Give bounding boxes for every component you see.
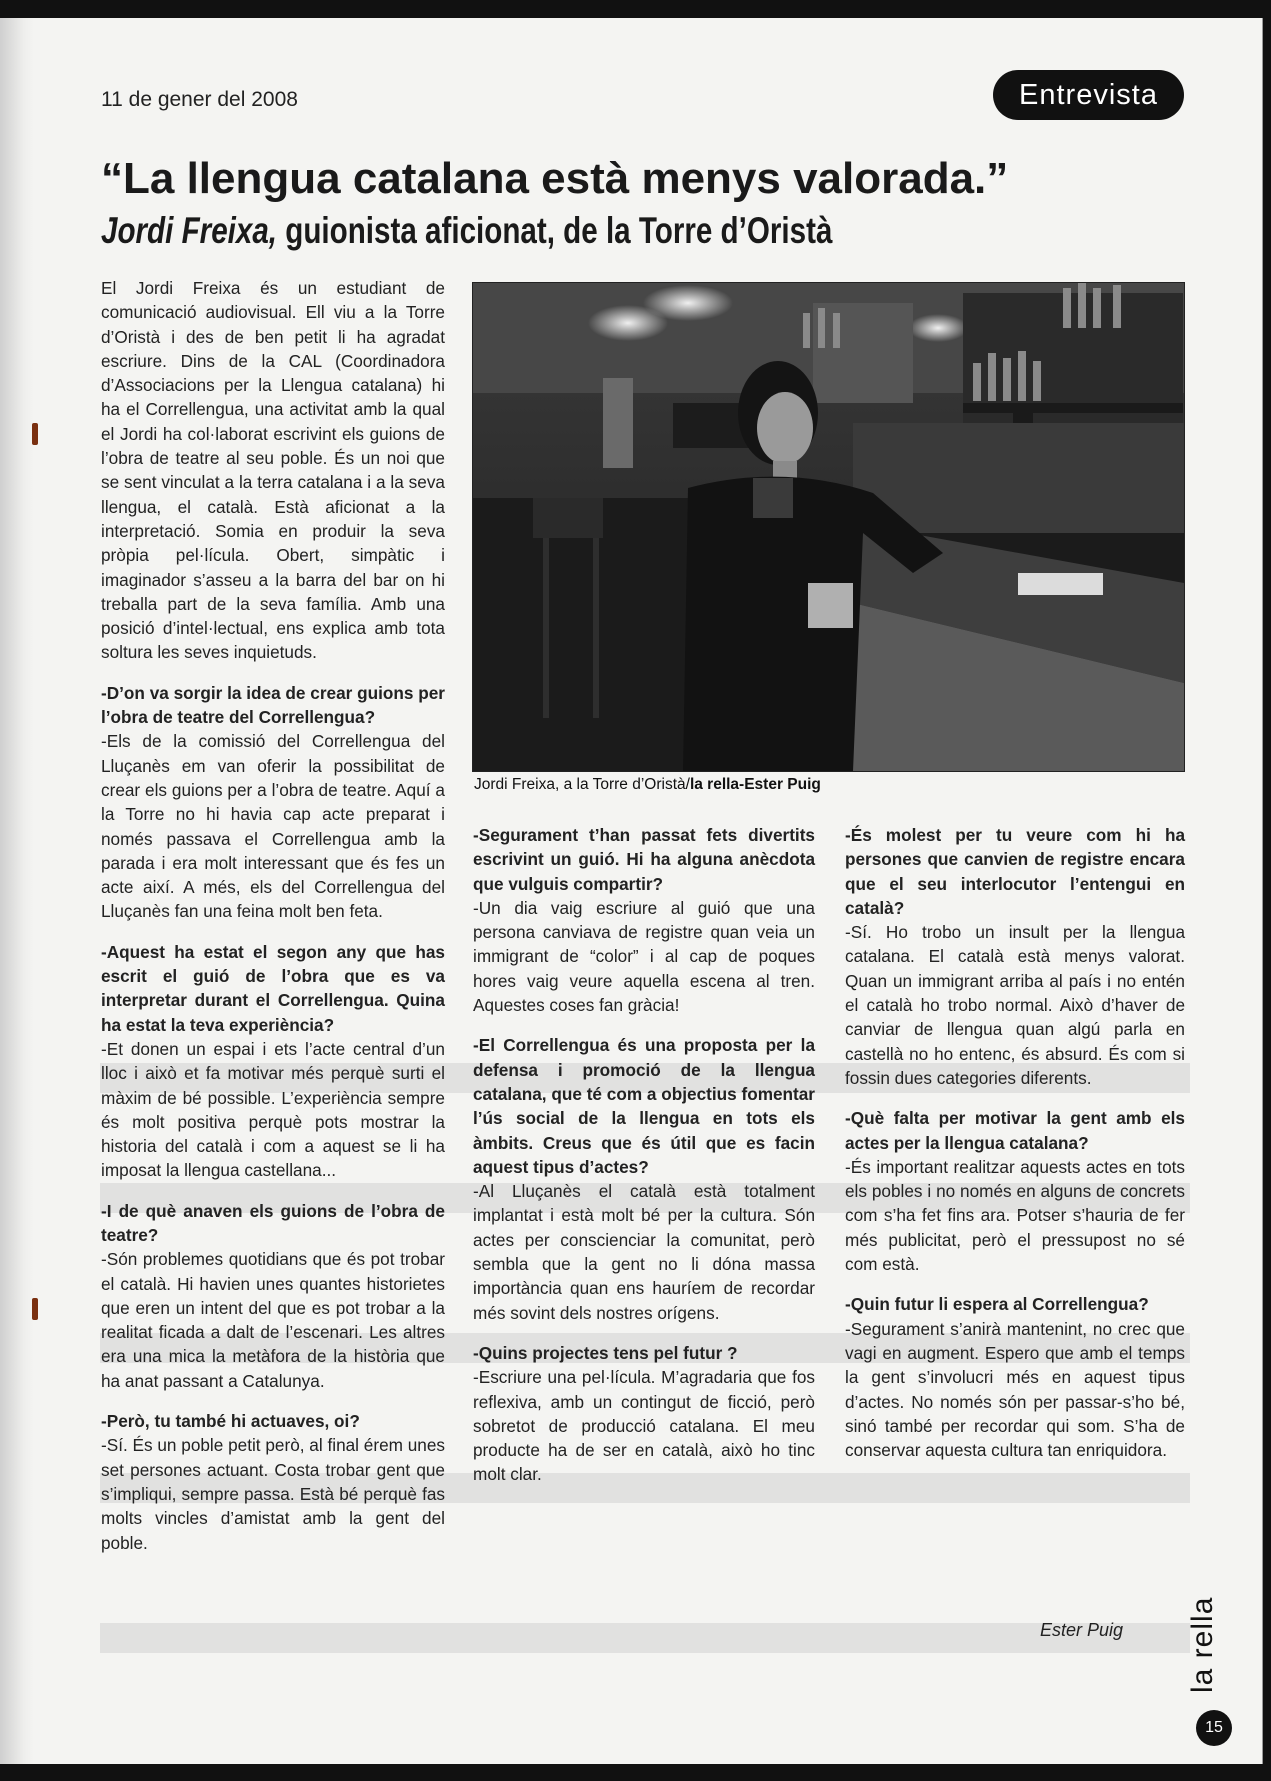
intro-paragraph: El Jordi Freixa és un estudiant de comunicació audiovisual. Ell viu a la Torre d’Oristà i des de ben petit li ha agradat escriure. Dins de la CAL (Coordinadora d’Associacions per la Llengua catalana) hi ha el Correllengua, una activitat amb la qual el Jordi ha col·laborat escrivint els guions de l’obra de teatre al seu poble. És un noi que se sent vinculat a la terra catalana i a la seva llengua, el català. Està aficionat a la interpretació. Somia en produir la seva pròpia pel·lícula. Obert, simpàtic i imaginador s’asseu a la barra del bar on hi treballa part de la seva família. Amb una posició d’intel·lectual, ens explica amb tota soltura les seves inquietuds. xyxy=(101,278,445,663)
question: -Quin futur li espera al Correllengua? xyxy=(845,1294,1149,1315)
question: -Segurament t’han passat fets divertits escrivint un guió. Hi ha alguna anècdota que vulguis compartir? xyxy=(473,825,815,894)
answer: -Sí. Ho trobo un insult per la llengua catalana. El català està menys valorat. Quan un immigrant arriba al país i no entén el català ho trobo normal. Això d’haver de canviar de llengua quan algú parla en castellà no ho entenc, és absurd. És com si fossin dues categories diferents. xyxy=(845,922,1185,1088)
question: -Però, tu també hi actuaves, oi? xyxy=(101,1411,360,1432)
answer: -Al Lluçanès el català està totalment implantat i està molt bé per la cultura. Són actes per conscienciar la comunitat, però sembla que la gent no li dóna massa importància quan ens hauríem de recordar més sovint dels nostres orígens. xyxy=(473,1181,815,1323)
answer: -Escriure una pel·lícula. M’agradaria que fos reflexiva, amb un contingut de ficció, però sobretot de producció catalana. El meu producte ha de ser en català, això ho tinc molt clar. xyxy=(473,1367,815,1485)
binding-mark xyxy=(32,423,38,445)
page-binding-shadow xyxy=(0,18,34,1764)
caption-credit: la rella-Ester Puig xyxy=(689,776,821,793)
article-headline: “La llengua catalana està menys valorada.” xyxy=(101,154,1009,203)
question: -Aquest ha estat el segon any que has escrit el guió de l’obra que es va interpretar durant el Correllengua. Quina ha estat la teva experiència? xyxy=(101,941,445,1035)
interview-photo xyxy=(472,282,1185,772)
answer: -Sí. És un poble petit però, al final érem unes set persones actuant. Costa trobar gent que s’impliqui, sempre passa. Està bé perquè fas molts vincles d’amistat amb la gent del poble. xyxy=(101,1435,445,1553)
caption-text: Jordi Freixa, a la Torre d’Oristà/ xyxy=(474,776,690,793)
answer: -Un dia vaig escriure al guió que una persona canviava de registre quan veia un immigrant de “color” i al cap de poques hores vaig veure aquella escena al tren. Aquestes coses fan gràcia! xyxy=(473,897,815,1016)
answer: -Segurament s’anirà mantenint, no crec que vagi en augment. Espero que amb el temps la gent s’involucri més en aquest tipus d’actes. No només són per passar-s’ho bé, sinó també per recordar qui som. S’ha de conservar aquesta cultura tan enriquidora. xyxy=(845,1318,1185,1461)
magazine-page xyxy=(0,18,1263,1764)
answer: -És important realitzar aquests actes en tots els pobles i no només en alguns de concrets com s’ha fet fins ara. Potser s’hauria de fer més publicitat, però el pressupost no sé com està. xyxy=(845,1156,1185,1275)
answer: -Són problemes quotidians que és pot trobar el català. Hi havien unes quantes historietes que eren un intent del que es pot trobar a la realitat ficada a dalt de l’escenari. Les altres era una mica la metàfora de la història que ha anat passant a Catalunya. xyxy=(101,1249,445,1391)
article-subhead xyxy=(101,210,832,252)
question: -Quins projectes tens pel futur ? xyxy=(473,1342,738,1363)
article-byline: Ester Puig xyxy=(1040,1620,1124,1640)
subhead-name: Jordi Freixa, xyxy=(101,210,278,251)
article-column-1 xyxy=(101,276,445,1571)
question: -És molest per tu veure com hi ha persones que canvien de registre encara que el seu interlocutor l’entengui en català? xyxy=(845,825,1185,918)
answer: -Et donen un espai i ets l’acte central d’un lloc i això et fa motivar més perquè surti el màxim de bé possible. L’experiència sempre és molt positiva perquè pots mostrar la historia del català i com a aquest se li ha imposat la llengua castellana... xyxy=(101,1038,445,1181)
answer: -Els de la comissió del Correllengua del Lluçanès em van oferir la possibilitat de crear els guions per a l’obra de teatre. Aquí a la Torre no hi havia cap acte preparat i només passava el Correllengua amb la parada i era molt interessant que és fes un acte així. A més, els del Correllengua del Lluçanès fan una feina molt ben feta. xyxy=(101,731,445,922)
question: -D’on va sorgir la idea de crear guions per l’obra de teatre del Correllengua? xyxy=(101,682,445,728)
article-column-2 xyxy=(473,823,815,1503)
question: -I de què anaven els guions de l’obra de teatre? xyxy=(101,1200,445,1245)
page-number: 15 xyxy=(1196,1710,1232,1746)
article-column-3 xyxy=(845,823,1185,1478)
section-tag: Entrevista xyxy=(993,70,1184,120)
question: -El Correllengua és una proposta per la defensa i promoció de la llengua catalana, que té com a objectius fomentar l’ús social de la llengua en tots els àmbits. Creus que és útil que es facin aquest tipus d’actes? xyxy=(473,1035,815,1177)
photo-caption xyxy=(474,776,821,794)
binding-mark xyxy=(32,1298,38,1320)
question: -Què falta per motivar la gent amb els actes per la llengua catalana? xyxy=(845,1108,1185,1153)
bar-scene-illustration xyxy=(473,283,1184,771)
subhead-rest: guionista aficionat, de la Torre d’Oristà xyxy=(277,210,833,251)
magazine-brand: la rella xyxy=(1186,1596,1219,1693)
issue-date: 11 de gener del 2008 xyxy=(101,88,298,111)
